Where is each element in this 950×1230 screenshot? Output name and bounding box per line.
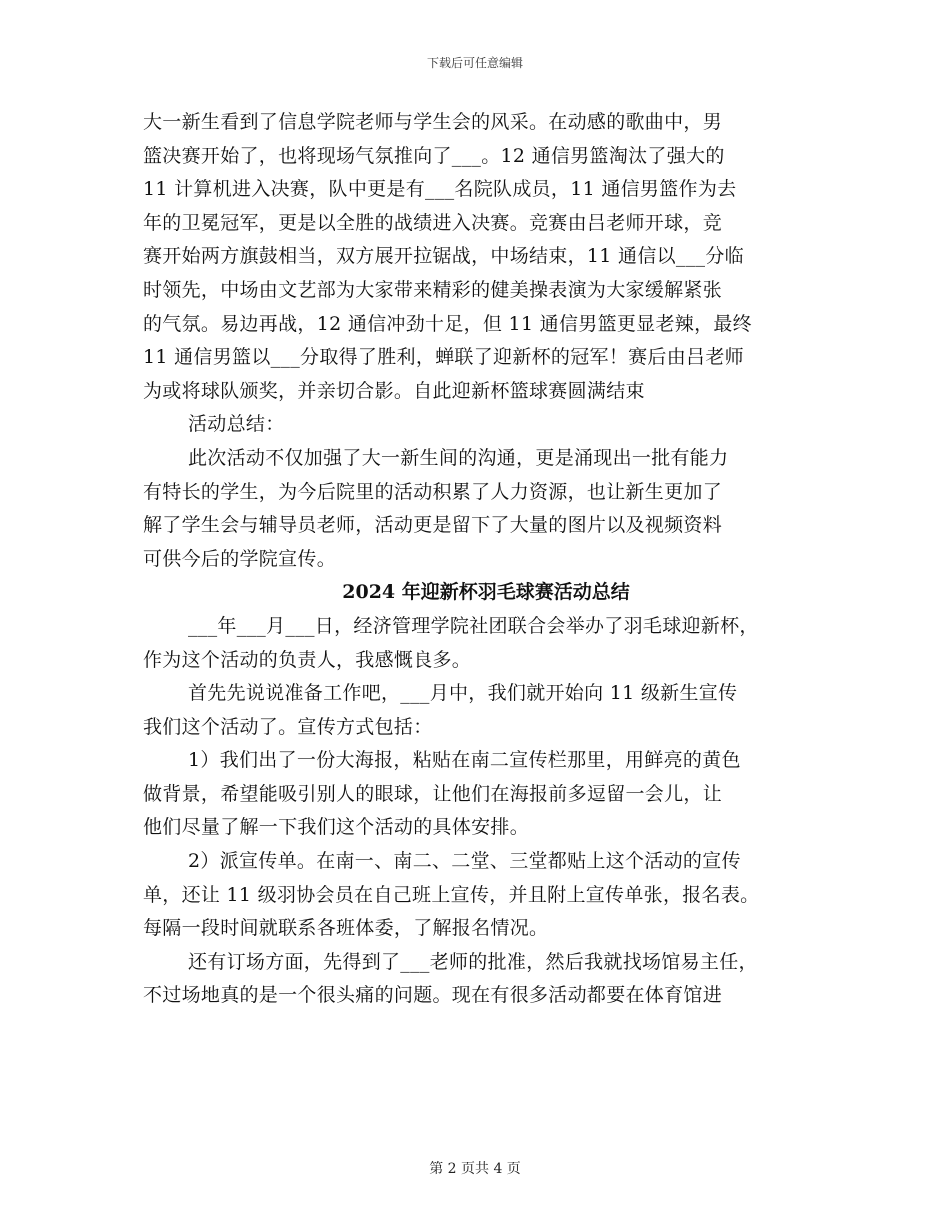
paragraph-line: 首先先说说准备工作吧，___月中，我们就开始向 11 级新生宣传 <box>188 682 738 705</box>
page-header: 下载后可任意编辑 <box>426 56 523 70</box>
paragraph-line: 他们尽量了解一下我们这个活动的具体安排。 <box>143 816 530 839</box>
paragraph-line: 时领先，中场由文艺部为大家带来精彩的健美操表演为大家缓解紧张 <box>143 278 723 301</box>
paragraph-line: 大一新生看到了信息学院老师与学生会的风采。在动感的歌曲中，男 <box>143 111 723 133</box>
paragraph-line: 可供今后的学院宣传。 <box>143 547 337 570</box>
paragraph-line: 11 通信男篮以___分取得了胜利，蝉联了迎新杯的冠军！赛后由吕老师 <box>143 346 744 369</box>
paragraph-line: 1）我们出了一份大海报，粘贴在南二宣传栏那里，用鲜亮的黄色 <box>188 749 741 772</box>
paragraph-line: 篮决赛开始了，也将现场气氛推向了___。12 通信男篮淘汰了强大的 <box>143 144 725 167</box>
paragraph-line: 做背景，希望能吸引别人的眼球，让他们在海报前多逗留一会儿，让 <box>143 782 723 805</box>
paragraph-line: 年的卫冕冠军，更是以全胜的战绩进入决赛。竞赛由吕老师开球，竞 <box>143 211 723 234</box>
paragraph-line: 还有订场方面，先得到了___老师的批准，然后我就找场馆易主任， <box>188 950 758 973</box>
paragraph-line: 活动总结： <box>188 413 285 436</box>
paragraph-line: 有特长的学生，为今后院里的活动积累了人力资源，也让新生更加了 <box>143 480 723 503</box>
paragraph-line: 我们这个活动了。宣传方式包括： <box>143 715 433 738</box>
paragraph-line: 2）派宣传单。在南一、南二、二堂、三堂都贴上这个活动的宣传 <box>188 850 741 873</box>
section-title: 2024 年迎新杯羽毛球赛活动总结 <box>342 581 630 604</box>
page-footer: 第 2 页共 4 页 <box>429 1161 521 1177</box>
paragraph-line: 解了学生会与辅导员老师，活动更是留下了大量的图片以及视频资料 <box>143 514 723 537</box>
document-body <box>143 106 813 1013</box>
paragraph-line: 的气氛。易边再战，12 通信冲劲十足，但 11 通信男篮更显老辣，最终 <box>143 312 752 335</box>
paragraph-line: 11 计算机进入决赛，队中更是有___名院队成员，11 通信男篮作为去 <box>143 178 737 201</box>
paragraph-line: 此次活动不仅加强了大一新生间的沟通，更是涌现出一批有能力 <box>188 446 729 469</box>
paragraph-line: 作为这个活动的负责人，我感慨良多。 <box>143 648 472 671</box>
paragraph-line: 单，还让 11 级羽协会员在自己班上宣传，并且附上宣传单张，报名表。 <box>143 883 760 906</box>
paragraph-line: 为或将球队颁奖，并亲切合影。自此迎新杯篮球赛圆满结束 <box>143 379 645 402</box>
paragraph-line: 不过场地真的是一个很头痛的问题。现在有很多活动都要在体育馆进 <box>143 984 723 1007</box>
paragraph-line: 赛开始两方旗鼓相当，双方展开拉锯战，中场结束，11 通信以___分临 <box>143 245 744 268</box>
paragraph-line: ___年___月___日，经济管理学院社团联合会举办了羽毛球迎新杯， <box>188 614 759 637</box>
paragraph-line: 每隔一段时间就联系各班体委，了解报名情况。 <box>143 917 549 940</box>
